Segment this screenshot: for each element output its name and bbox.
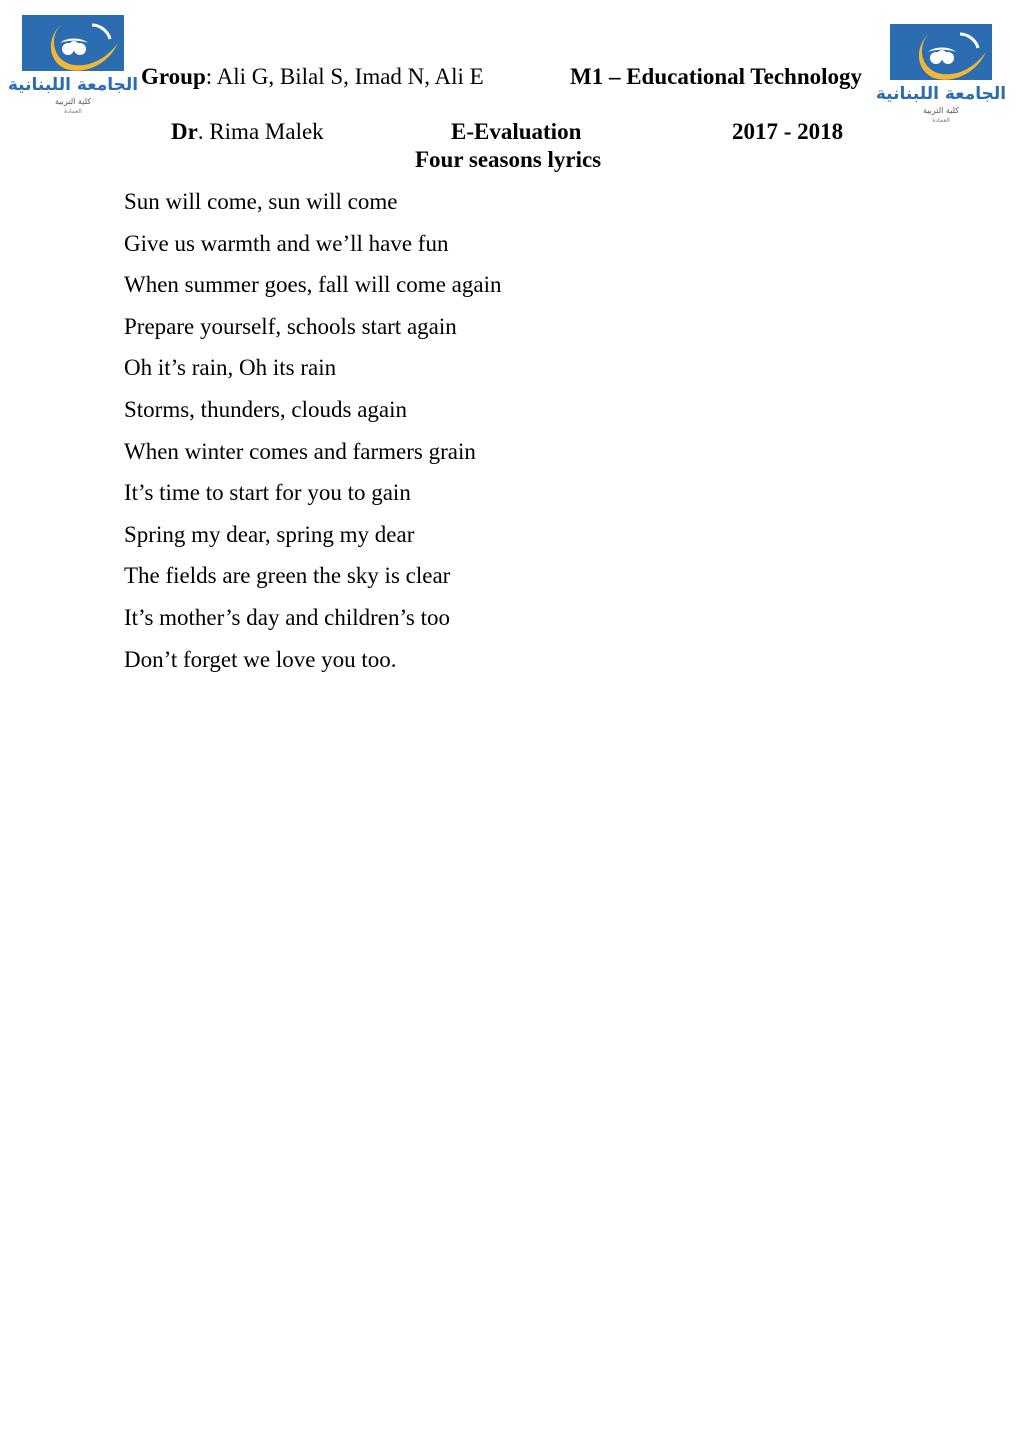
instructor-line: [171, 120, 324, 143]
lyric-line: When summer goes, fall will come again: [124, 272, 502, 298]
svg-text:كلية التربية: كلية التربية: [922, 106, 960, 115]
lyric-line: Oh it’s rain, Oh its rain: [124, 355, 337, 381]
lyric-line: Prepare yourself, schools start again: [124, 313, 457, 339]
svg-text:كلية التربية: كلية التربية: [54, 97, 92, 106]
lyric-line: It’s mother’s day and children’s too: [124, 604, 450, 630]
university-logo-left: [7, 15, 139, 115]
lyric-line: Sun will come, sun will come: [124, 189, 398, 214]
course-title: M1 – Educational Technology: [570, 64, 863, 89]
instructor-title: Dr: [171, 119, 198, 144]
logo-emblem-icon: [875, 24, 1007, 124]
lyric-line: Spring my dear, spring my dear: [124, 521, 415, 547]
university-logo-right: [875, 24, 1007, 124]
group-members: : Ali G, Bilal S, Imad N, Ali E: [205, 64, 484, 89]
lyrics-list: [124, 188, 501, 687]
lyric-line: It’s time to start for you to gain: [124, 480, 411, 506]
lyric-line: When winter comes and farmers grain: [124, 438, 476, 464]
lyric-line: Give us warmth and we’ll have fun: [124, 230, 449, 256]
svg-text:الجامعة اللبنانية: الجامعة اللبنانية: [7, 75, 139, 95]
logo-emblem-icon: [7, 15, 139, 115]
academic-year: 2017 - 2018: [732, 119, 844, 144]
instructor-name: . Rima Malek: [197, 119, 324, 144]
svg-text:الجامعة اللبنانية: الجامعة اللبنانية: [875, 84, 1007, 104]
page-title: Four seasons lyrics: [415, 147, 602, 172]
group-line: [141, 65, 484, 88]
svg-text:العمادة: العمادة: [64, 108, 82, 115]
activity-label: E-Evaluation: [451, 119, 582, 144]
lyric-line: The fields are green the sky is clear: [124, 563, 451, 589]
lyric-line: Storms, thunders, clouds again: [124, 396, 407, 422]
group-label: Group: [141, 64, 206, 89]
lyric-line: Don’t forget we love you too.: [124, 646, 397, 672]
svg-text:العمادة: العمادة: [932, 117, 950, 124]
